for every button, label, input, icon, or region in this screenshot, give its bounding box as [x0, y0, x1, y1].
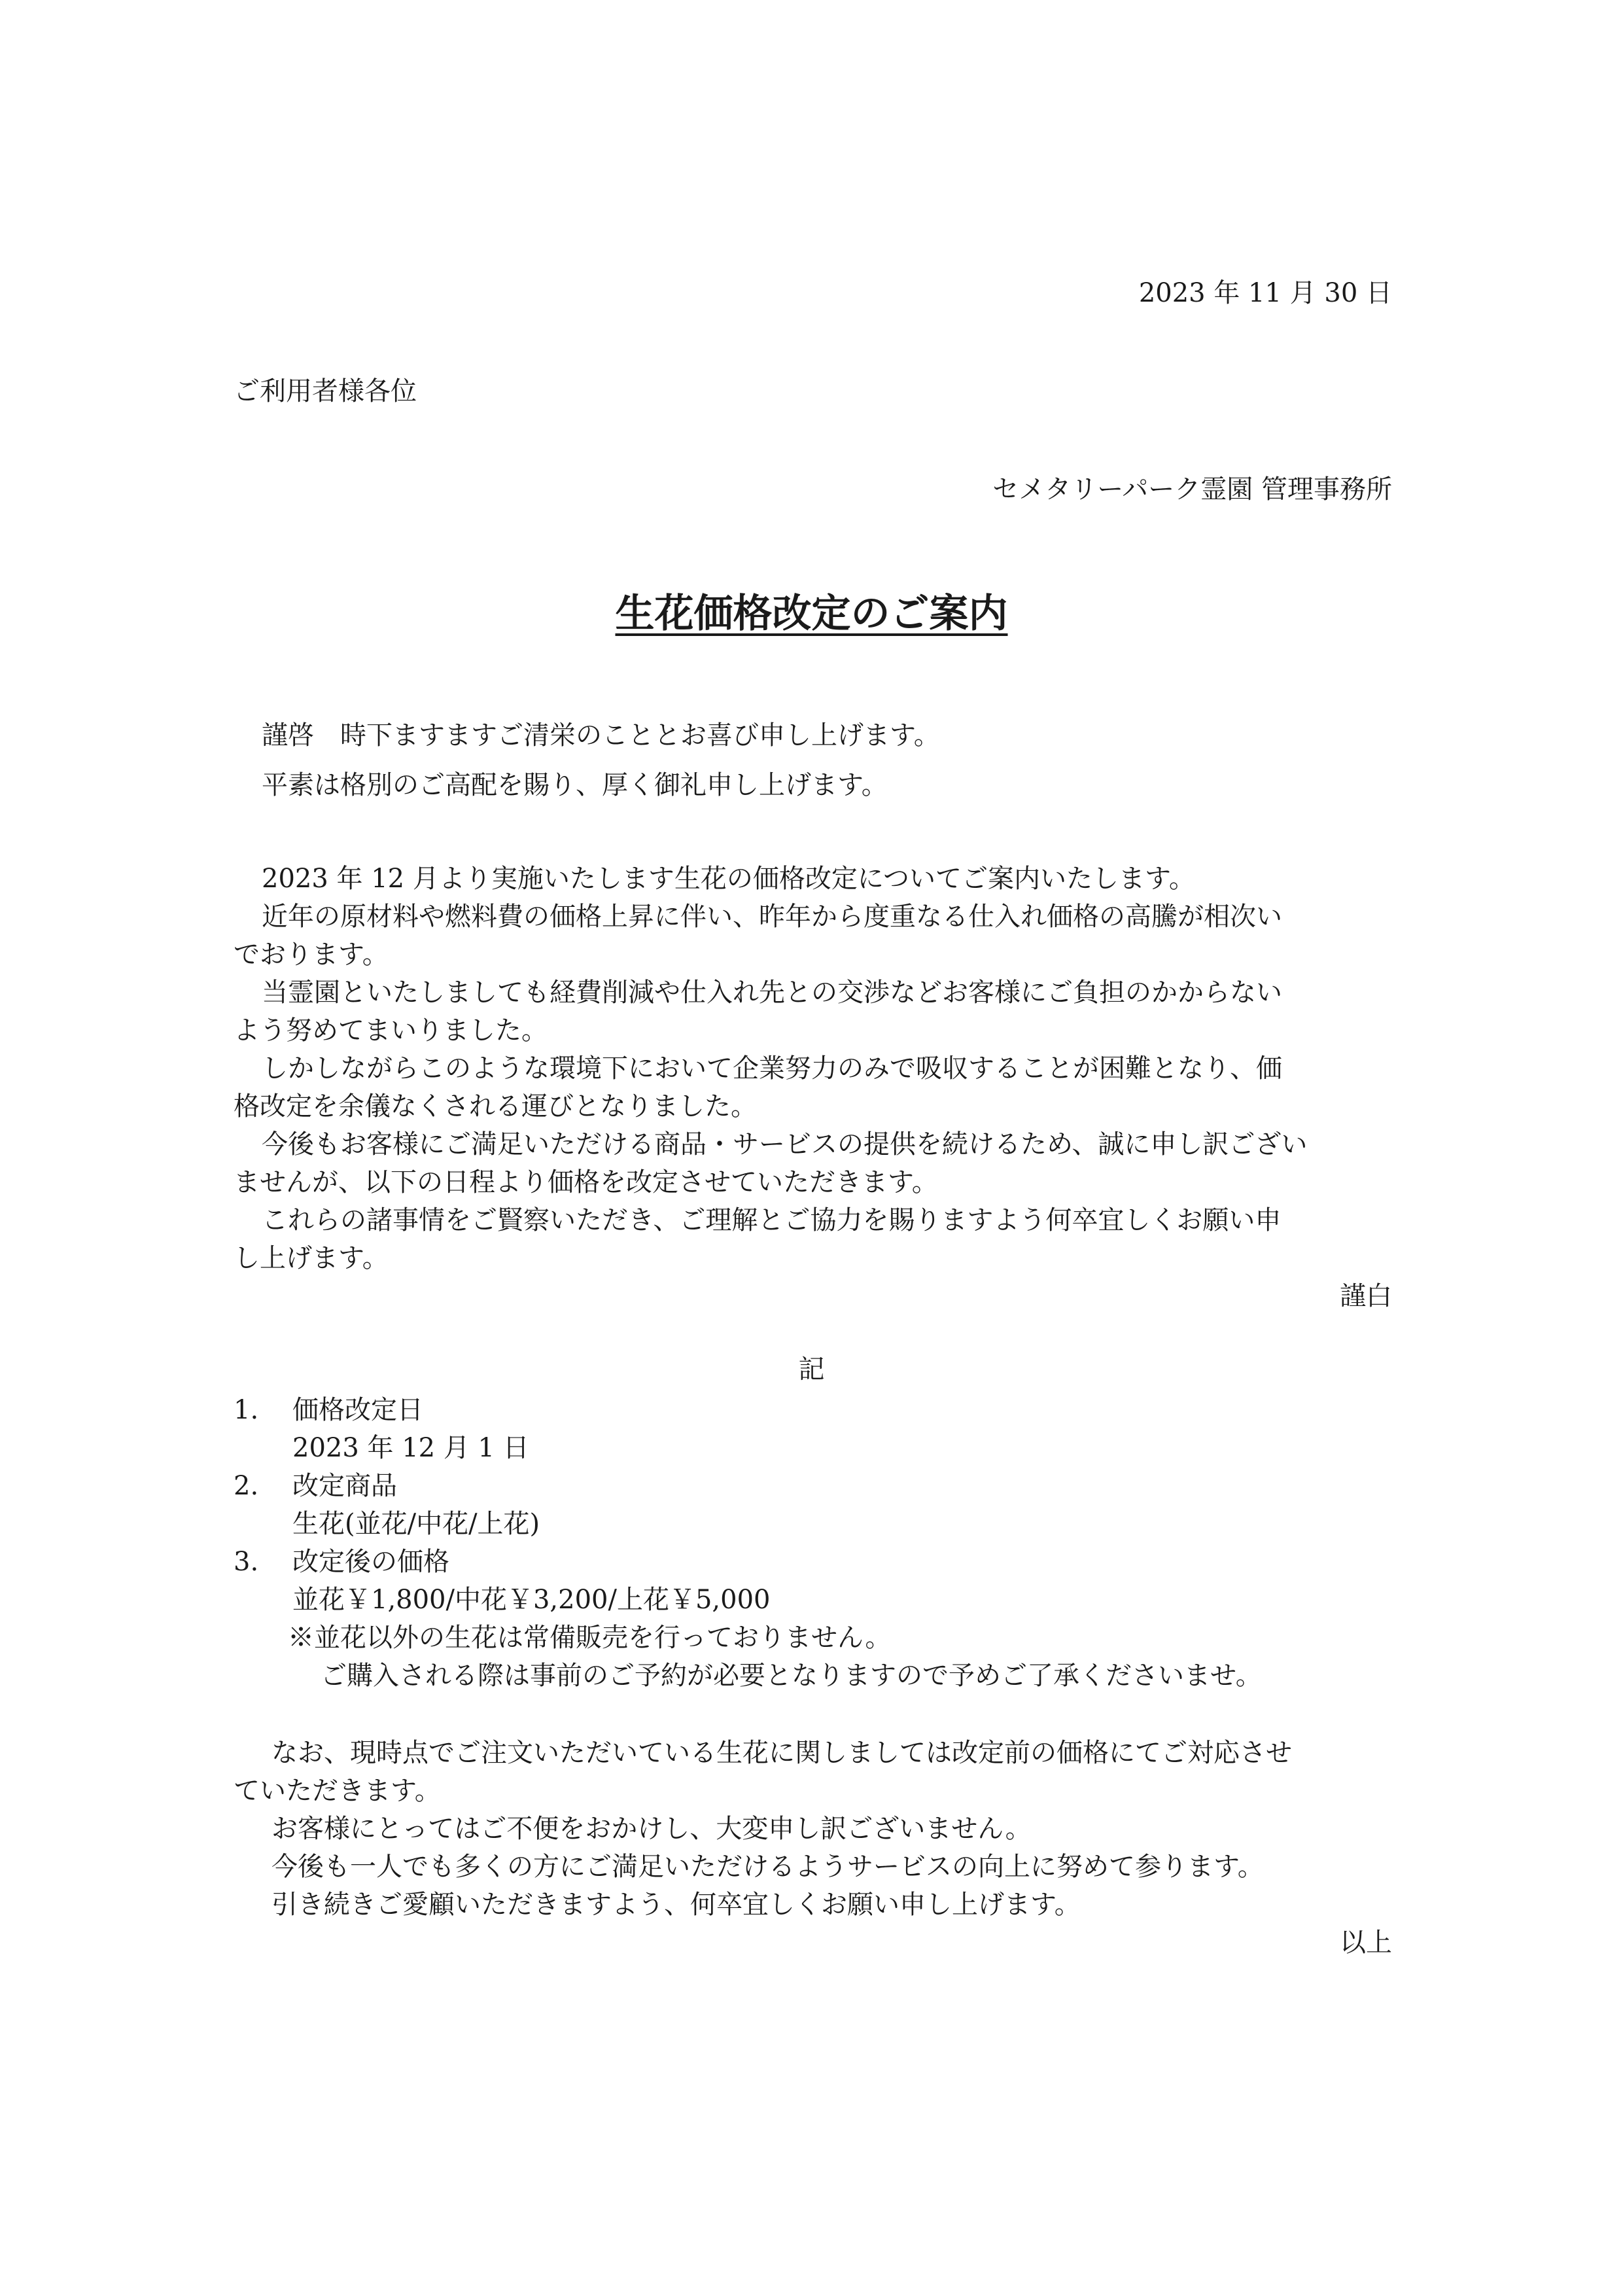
closing-formal: 謹白 [1340, 1281, 1392, 1311]
body-line: でおります。 [234, 940, 389, 970]
greeting-line: 平素は格別のご高配を賜り、厚く御礼申し上げます。 [262, 770, 888, 800]
body-line: これらの諸事情をご賢察いただき、ご理解とご協力を賜りますよう何卒宜しくお願い申 [262, 1205, 1282, 1235]
list-item-number: 3. [234, 1547, 259, 1577]
body-line: 近年の原材料や燃料費の価格上昇に伴い、昨年から度重なる仕入れ価格の高騰が相次い [262, 902, 1282, 932]
list-item-label: 改定商品 [292, 1471, 397, 1501]
body-line: 今後もお客様にご満足いただける商品・サービスの提供を続けるため、誠に申し訳ござい [262, 1129, 1308, 1159]
closing-line: なお、現時点でご注文いただいている生花に関しましては改定前の価格にてご対応させ [271, 1738, 1292, 1768]
body-line: 格改定を余儀なくされる運びとなりました。 [234, 1091, 757, 1122]
body-line: しかしながらこのような環境下において企業努力のみで吸収することが困難となり、価 [262, 1053, 1282, 1084]
list-item-value: 2023 年 12 月 1 日 [292, 1433, 529, 1463]
closing-line: お客様にとってはご不便をおかけし、大変申し訳ございません。 [271, 1814, 1032, 1844]
closing-line: 引き続きご愛顧いただきますよう、何卒宜しくお願い申し上げます。 [271, 1890, 1081, 1920]
list-item-number: 1. [234, 1395, 259, 1425]
body-line: し上げます。 [234, 1243, 389, 1273]
note-line: ※並花以外の生花は常備販売を行っておりません。 [288, 1623, 892, 1653]
body-line: 当霊園といたしましても経費削減や仕入れ先との交渉などお客様にご負担のかからない [262, 978, 1282, 1008]
note-line: ご購入される際は事前のご予約が必要となりますので予めご了承くださいませ。 [321, 1661, 1262, 1691]
greeting-line: 謹啓 時下ますますご清栄のこととお喜び申し上げます。 [262, 720, 940, 751]
document-date: 2023 年 11 月 30 日 [1138, 278, 1392, 308]
body-line: ませんが、以下の日程より価格を改定させていただきます。 [234, 1167, 938, 1197]
body-line: 2023 年 12 月より実施いたします生花の価格改定についてご案内いたします。 [262, 864, 1195, 894]
document-title [0, 591, 1623, 637]
list-item-label: 改定後の価格 [292, 1547, 449, 1577]
ending-mark: 以上 [1340, 1928, 1392, 1958]
list-item-value: 生花(並花/中花/上花) [292, 1509, 540, 1539]
ki-heading: 記 [798, 1354, 825, 1385]
body-line: よう努めてまいりました。 [234, 1016, 548, 1046]
list-item-value: 並花￥1,800/中花￥3,200/上花￥5,000 [292, 1585, 771, 1615]
sender: セメタリーパーク霊園 管理事務所 [992, 474, 1392, 504]
closing-line: ていただきます。 [234, 1776, 441, 1806]
list-item-label: 価格改定日 [292, 1395, 423, 1425]
document-title-text: 生花価格改定のご案内 [615, 591, 1008, 637]
recipient: ご利用者様各位 [234, 376, 417, 406]
list-item-number: 2. [234, 1471, 259, 1501]
closing-line: 今後も一人でも多くの方にご満足いただけるようサービスの向上に努めて参ります。 [271, 1852, 1264, 1882]
